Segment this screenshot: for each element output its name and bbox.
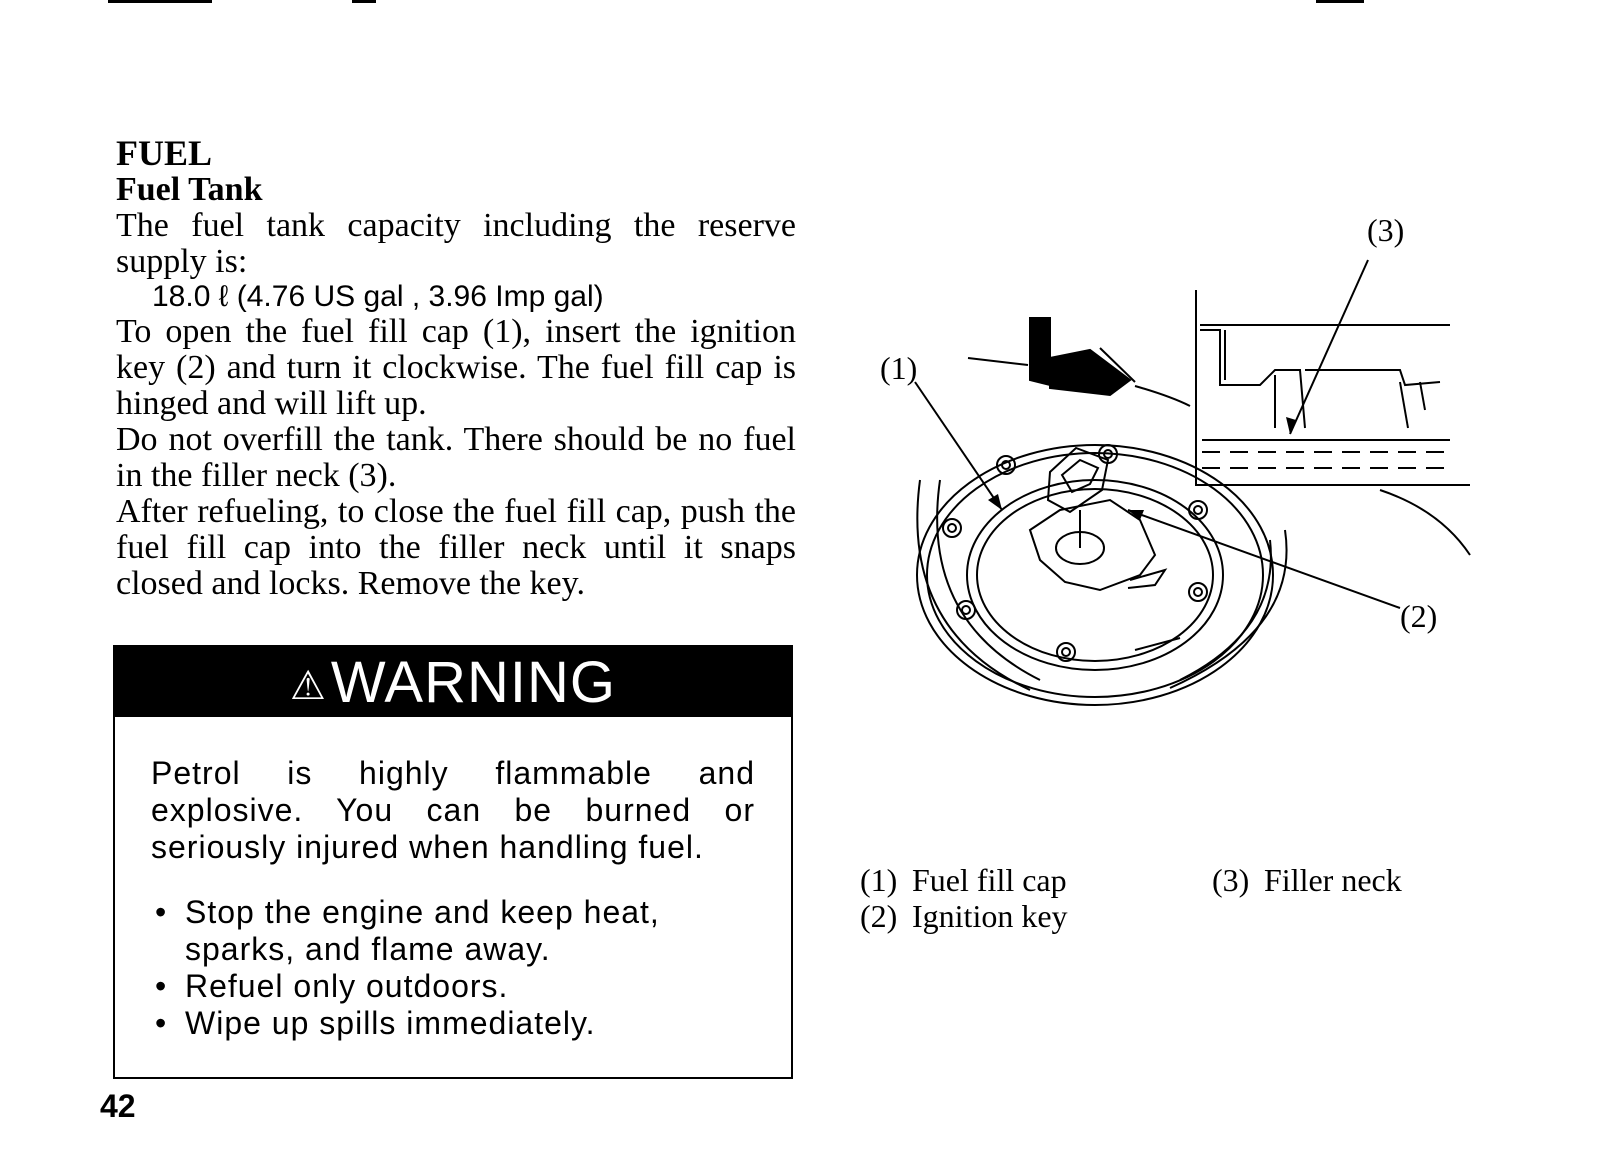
legend-number: (2)	[860, 898, 898, 934]
warning-box	[113, 645, 793, 1079]
legend-number: (1)	[860, 862, 898, 898]
fuel-cap-drawing	[880, 210, 1520, 730]
warning-heading: WARNING	[330, 649, 617, 715]
warning-list	[151, 894, 755, 1042]
legend-label: Fuel fill cap	[912, 862, 1067, 898]
figure-legend-3	[1212, 862, 1402, 898]
warning-item: • Wipe up spills immediately.	[151, 1005, 755, 1042]
callout-1: (1)	[880, 350, 918, 386]
callout-3: (3)	[1367, 212, 1405, 248]
warning-body	[115, 717, 791, 1042]
crop-mark	[352, 0, 376, 3]
legend-label: Filler neck	[1264, 862, 1402, 898]
warning-header	[115, 647, 791, 717]
warning-item: • Refuel only outdoors.	[151, 968, 755, 1005]
legend-label: Ignition key	[912, 898, 1068, 934]
fuel-cap-illustration	[880, 210, 1520, 730]
section-subtitle: Fuel Tank	[116, 171, 263, 208]
capacity-intro: The fuel tank capacity including the reserve supply is:	[116, 207, 796, 280]
close-instructions: After refueling, to close the fuel fill cap, push the fuel fill cap into the filler neck until it snaps closed and locks. Remove the key.	[116, 493, 796, 602]
warning-item: • Stop the engine and keep heat, sparks, and flame away.	[151, 894, 755, 968]
legend-number: (3)	[1212, 862, 1250, 898]
crop-mark	[108, 0, 212, 3]
section-title: FUEL	[116, 133, 213, 173]
warning-triangle-icon: ⚠	[289, 664, 327, 708]
warning-statement: Petrol is highly flammable and explosive. You can be burned or seriously injured when handling fuel.	[151, 755, 755, 865]
figure-legend-1	[860, 862, 1067, 898]
text-column	[116, 134, 796, 602]
figure-legend-2	[860, 898, 1068, 934]
callout-2: (2)	[1400, 598, 1438, 634]
crop-mark	[1316, 0, 1364, 3]
page-number: 42	[100, 1088, 136, 1124]
overfill-note: Do not overfill the tank. There should be no fuel in the filler neck (3).	[116, 421, 796, 494]
open-instructions: To open the fuel fill cap (1), insert the ignition key (2) and turn it clockwise. The fuel fill cap is hinged and will lift up.	[116, 313, 796, 422]
capacity-value: 18.0 ℓ (4.76 US gal , 3.96 Imp gal)	[152, 280, 604, 313]
